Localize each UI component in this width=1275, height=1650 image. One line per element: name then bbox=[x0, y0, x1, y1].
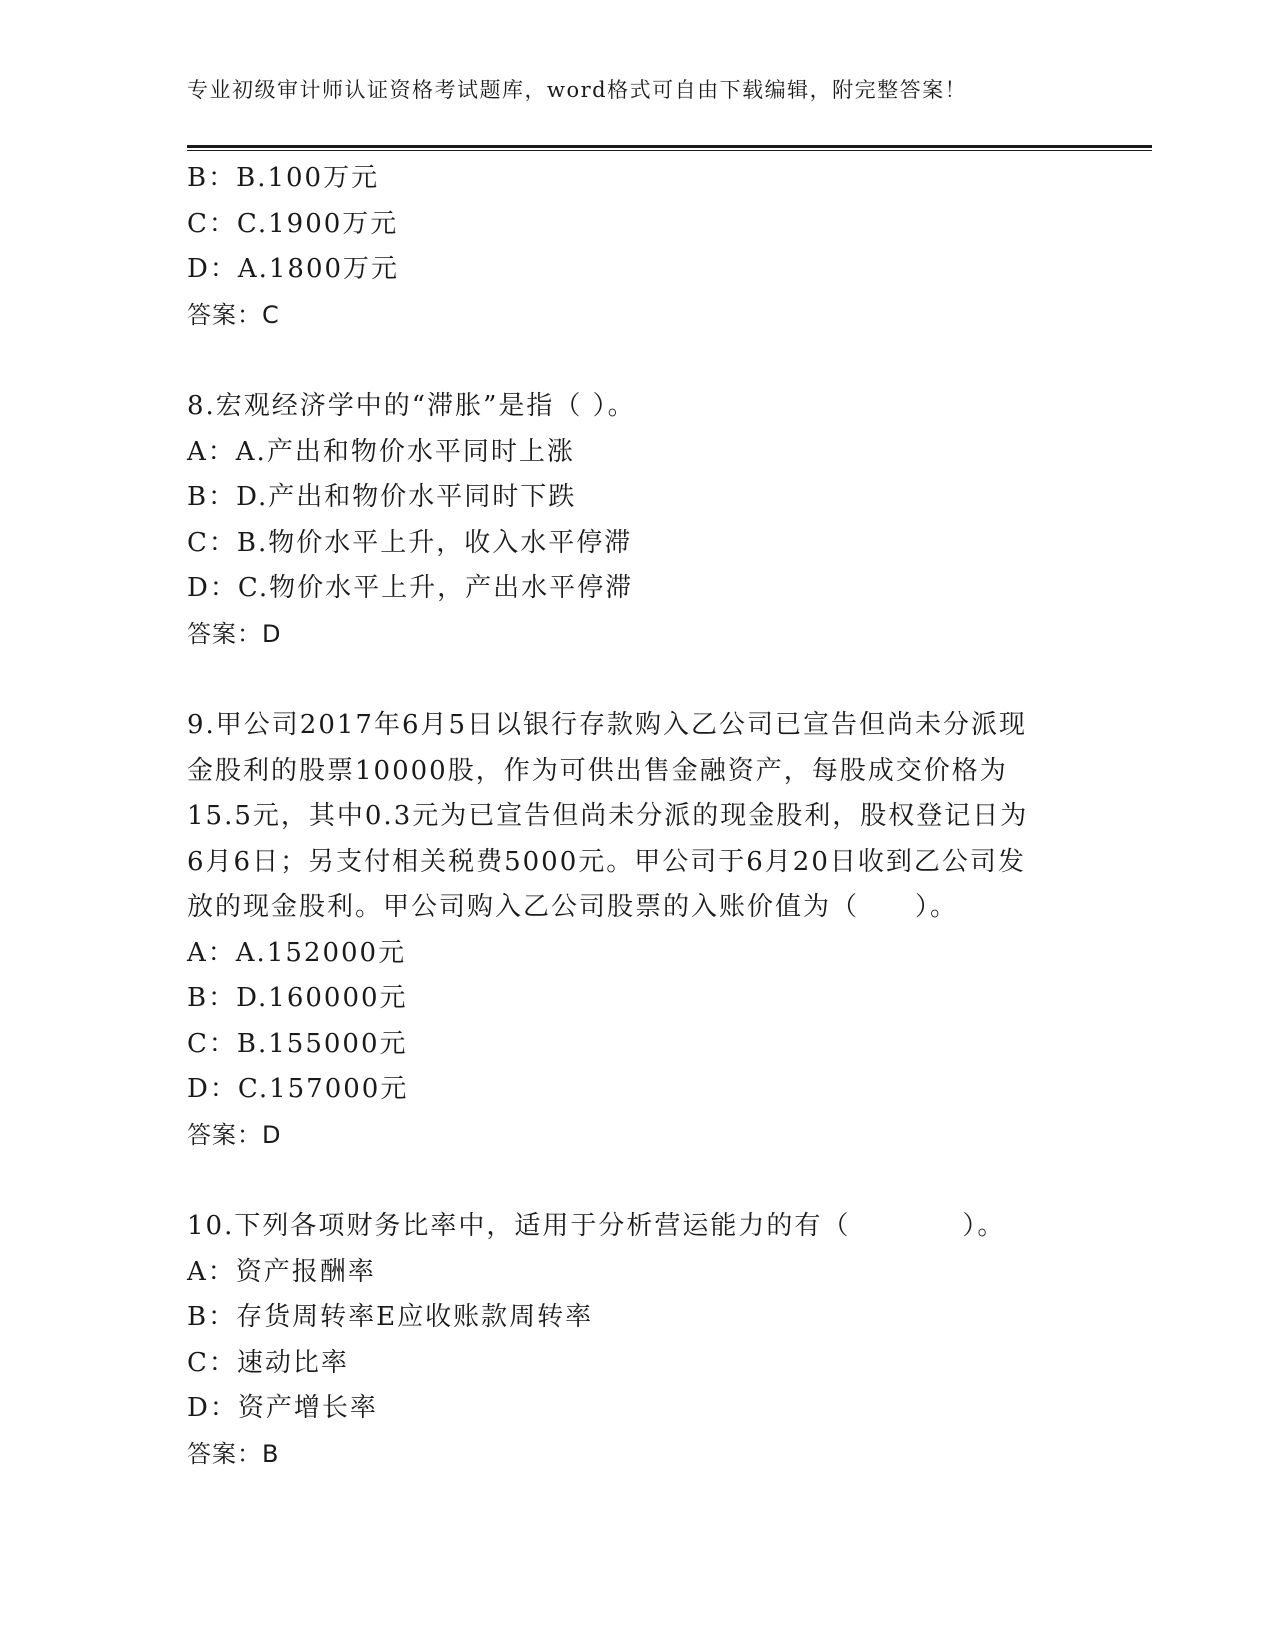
question-9 bbox=[187, 703, 1087, 1158]
option-a: A：A.产出和物价水平同时上涨 bbox=[187, 436, 575, 467]
option-b: B：D.160000元 bbox=[187, 983, 408, 1013]
question-prev bbox=[187, 156, 1087, 338]
option-b: B：存货周转率E应收账款周转率 bbox=[187, 1302, 594, 1332]
option-b: B：D.产出和物价水平同时下跌 bbox=[187, 482, 577, 512]
option-d: D：C.157000元 bbox=[187, 1074, 409, 1104]
option-a: A：资产报酬率 bbox=[187, 1256, 376, 1287]
question-stem: 8.宏观经济学中的“滞胀”是指（ ）。 bbox=[187, 391, 636, 421]
question-stem-line: 15.5元，其中0.3元为已宣告但尚未分派的现金股利，股权登记日为 bbox=[187, 801, 1029, 831]
question-content bbox=[187, 156, 1087, 1477]
question-stem-line: 放的现金股利。甲公司购入乙公司股票的入账价值为（ ）。 bbox=[187, 892, 959, 922]
option-c: C：B.物价水平上升，收入水平停滞 bbox=[187, 527, 633, 558]
option-d: D：C.物价水平上升，产出水平停滞 bbox=[187, 573, 634, 603]
header-rule-thick bbox=[187, 145, 1152, 148]
question-stem-line: 6月6日；另支付相关税费5000元。甲公司于6月20日收到乙公司发 bbox=[187, 846, 1026, 877]
answer-line: 答案：D bbox=[187, 619, 282, 648]
question-stem-line: 9.甲公司2017年6月5日以银行存款购入乙公司已宣告但尚未分派现 bbox=[187, 710, 1028, 740]
option-b: B：B.100万元 bbox=[187, 163, 380, 193]
answer-line: 答案：B bbox=[187, 1439, 280, 1468]
answer-line: 答案：D bbox=[187, 1120, 282, 1149]
spacer bbox=[187, 338, 1087, 384]
question-8 bbox=[187, 384, 1087, 657]
spacer bbox=[187, 657, 1087, 703]
option-c: C：速动比率 bbox=[187, 1347, 349, 1378]
question-stem-line: 金股利的股票10000股，作为可供出售金融资产，每股成交价格为 bbox=[187, 755, 1008, 786]
answer-line: 答案：C bbox=[187, 300, 280, 329]
page-header: 专业初级审计师认证资格考试题库，word格式可自由下载编辑，附完整答案！ bbox=[187, 78, 968, 102]
spacer bbox=[187, 1158, 1087, 1204]
option-d: D：资产增长率 bbox=[187, 1393, 378, 1423]
header-rule-thin bbox=[187, 150, 1152, 151]
option-a: A：A.152000元 bbox=[187, 937, 407, 968]
option-c: C：C.1900万元 bbox=[187, 208, 399, 239]
option-d: D：A.1800万元 bbox=[187, 254, 400, 284]
option-c: C：B.155000元 bbox=[187, 1028, 408, 1059]
question-stem: 10.下列各项财务比率中，适用于分析营运能力的有（ ）。 bbox=[187, 1211, 1006, 1241]
question-10 bbox=[187, 1204, 1087, 1477]
